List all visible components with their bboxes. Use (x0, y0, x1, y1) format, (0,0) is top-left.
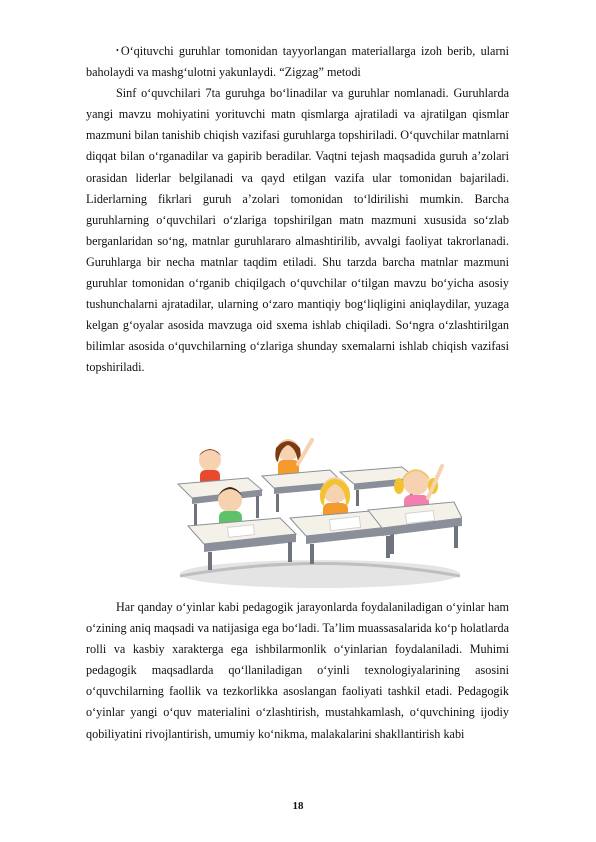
paragraph-text: O‘qituvchi guruhlar tomonidan tayyorlangan materiallarga izoh berib, ularni baholaydi va mashg‘ulotni yakunlaydi. “Zigzag” metodi (86, 44, 509, 80)
bullet-icon: • (116, 46, 119, 55)
page-number: 18 (292, 800, 304, 812)
text-block-top (86, 40, 509, 379)
paragraph-bullet (86, 40, 509, 83)
text-block-bottom (86, 597, 509, 745)
paragraph-games-description: Har qanday o‘yinlar kabi pedagogik jarayonlarda foydalaniladigan o‘yinlar ham o‘zining aniq maqsadi va natijasiga ega bo‘ladi. Ta’lim muassasalarida ko‘p holatlarda rolli va kasbiy xarakterga ega ishbilarmonlik o‘yinlarian foydalaniladi. Muhimi pedagogik maqsadlarda qo‘llaniladigan o‘yinli texnologiyalarining asosini o‘quvchilarning faollik va tezkorlikka asoslangan faoliyati tashkil etadi. Pedagogik o‘yinlar yangi o‘quv materialini o‘zlashtirish, mustahkamlash, o‘quvchining ijodiy qobiliyatini rivojlantirish, umumiy ko‘nikma, malakalarini shakllantirish kabi (86, 600, 509, 741)
paragraph-zigzag-description: Sinf o‘quvchilari 7ta guruhga bo‘linadilar va guruhlar nomlanadi. Guruhlarda yangi mavzu mohiyatini yorituvchi matn qismlarga ajratiladi va ajratilgan qismlar mazmuni bilan tanishib chiqish vazifasi guruhlarga topshiriladi. O‘quvchilar matnlarni diqqat bilan o‘rganadilar va gapirib beradilar. Vaqtni tejash maqsadida guruh a’zolari orasidan liderlar belgilanadi va qayd etilgan vazifa ular tomonidan bajariladi. Liderlarning fikrlari guruh a’zolari tomonidan to‘ldirilishi mumkin. Barcha guruhlarning o‘quvchilari o‘zlariga topshirilgan matn mazmuni xususida so‘zlab berganlaridan so‘ng, matnlar guruhlararo almashtirilib, avvalgi faoliyat takrorlanadi. Guruhlarga bir necha matnlar taqdim etiladi. Shu tarzda barcha matnlar mazmuni guruhlar tomonidan o‘rganib chiqilgach o‘quvchilar o‘tilgan mavzu bo‘yicha asosiy tushunchalarni ajratadilar, ularning o‘zaro mantiqiy bog‘liqligini aniqlaydilar, yuzaga kelgan g‘oyalar asosida mavzuga oid sxema ishlab chiqiladi. So‘ngra o‘zlashtirilgan bilimlar asosida o‘quvchilarning o‘zlariga shunday sxemalarni ishlab chiqish vazifasi topshiriladi. (86, 86, 509, 375)
classroom-children-desks-illustration-icon (170, 426, 462, 588)
